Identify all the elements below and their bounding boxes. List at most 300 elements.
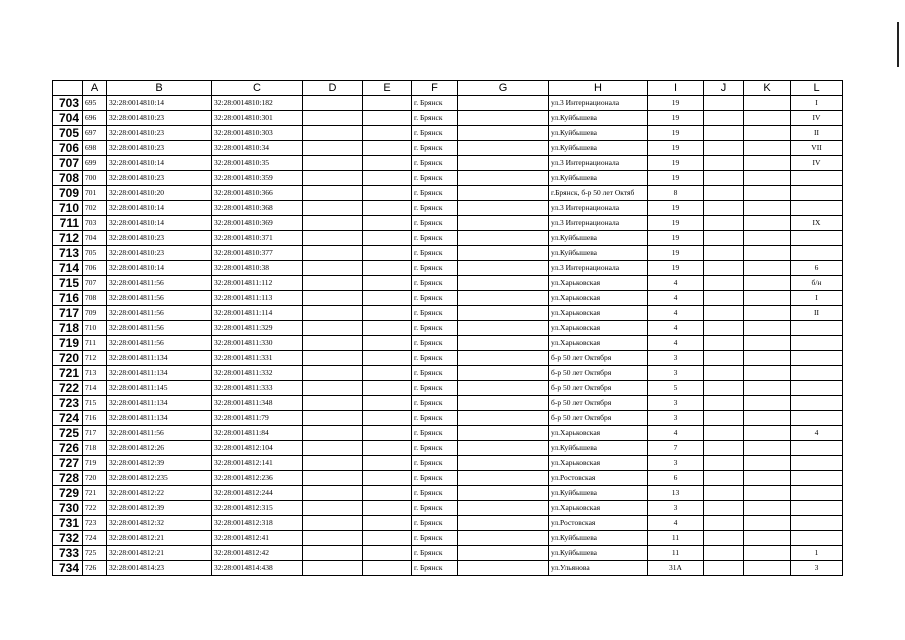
cell-c[interactable]: 32:28:0014810:35 (212, 156, 303, 171)
cell-i[interactable]: 5 (648, 381, 704, 396)
cell-h[interactable]: б-р 50 лет Октября (549, 366, 648, 381)
row-number[interactable]: 713 (53, 246, 83, 261)
cell-c[interactable]: 32:28:0014810:34 (212, 141, 303, 156)
cell-d[interactable] (303, 351, 363, 366)
cell-e[interactable] (363, 186, 412, 201)
row-number[interactable]: 711 (53, 216, 83, 231)
cell-d[interactable] (303, 486, 363, 501)
cell-i[interactable]: 4 (648, 306, 704, 321)
cell-k[interactable] (744, 171, 791, 186)
cell-i[interactable]: 4 (648, 426, 704, 441)
cell-j[interactable] (704, 516, 744, 531)
cell-k[interactable] (744, 246, 791, 261)
cell-i[interactable]: 6 (648, 471, 704, 486)
row-number[interactable]: 717 (53, 306, 83, 321)
cell-h[interactable]: б-р 50 лет Октября (549, 411, 648, 426)
cell-k[interactable] (744, 396, 791, 411)
cell-l[interactable] (791, 441, 843, 456)
cell-d[interactable] (303, 336, 363, 351)
cell-i[interactable]: 19 (648, 96, 704, 111)
cell-a[interactable]: 696 (83, 111, 107, 126)
cell-d[interactable] (303, 561, 363, 576)
cell-f[interactable]: г. Брянск (412, 396, 458, 411)
cell-d[interactable] (303, 516, 363, 531)
cell-i[interactable]: 3 (648, 411, 704, 426)
cell-l[interactable] (791, 486, 843, 501)
cell-l[interactable] (791, 336, 843, 351)
cell-a[interactable]: 701 (83, 186, 107, 201)
cell-h[interactable]: ул.3 Интернационала (549, 96, 648, 111)
cell-f[interactable]: г. Брянск (412, 171, 458, 186)
cell-b[interactable]: 32:28:0014812:39 (107, 456, 212, 471)
cell-e[interactable] (363, 546, 412, 561)
cell-i[interactable]: 7 (648, 441, 704, 456)
cell-k[interactable] (744, 111, 791, 126)
cell-f[interactable]: г. Брянск (412, 471, 458, 486)
cell-g[interactable] (458, 381, 549, 396)
cell-b[interactable]: 32:28:0014812:21 (107, 531, 212, 546)
cell-h[interactable]: ул.Куйбышева (549, 171, 648, 186)
cell-e[interactable] (363, 201, 412, 216)
column-header-i[interactable]: I (648, 81, 704, 96)
cell-g[interactable] (458, 531, 549, 546)
cell-h[interactable]: ул.Харьковская (549, 426, 648, 441)
cell-g[interactable] (458, 426, 549, 441)
cell-c[interactable]: 32:28:0014811:329 (212, 321, 303, 336)
cell-j[interactable] (704, 486, 744, 501)
row-number[interactable]: 722 (53, 381, 83, 396)
cell-a[interactable]: 702 (83, 201, 107, 216)
cell-j[interactable] (704, 471, 744, 486)
cell-c[interactable]: 32:28:0014812:42 (212, 546, 303, 561)
column-header-g[interactable]: G (458, 81, 549, 96)
cell-g[interactable] (458, 441, 549, 456)
cell-k[interactable] (744, 441, 791, 456)
cell-c[interactable]: 32:28:0014811:333 (212, 381, 303, 396)
cell-d[interactable] (303, 186, 363, 201)
cell-a[interactable]: 721 (83, 486, 107, 501)
cell-e[interactable] (363, 126, 412, 141)
cell-l[interactable] (791, 396, 843, 411)
cell-h[interactable]: ул.Куйбышева (549, 111, 648, 126)
cell-i[interactable]: 11 (648, 546, 704, 561)
cell-a[interactable]: 711 (83, 336, 107, 351)
cell-j[interactable] (704, 111, 744, 126)
cell-i[interactable]: 4 (648, 516, 704, 531)
cell-b[interactable]: 32:28:0014810:23 (107, 246, 212, 261)
row-number[interactable]: 710 (53, 201, 83, 216)
cell-b[interactable]: 32:28:0014812:235 (107, 471, 212, 486)
cell-k[interactable] (744, 231, 791, 246)
cell-l[interactable] (791, 381, 843, 396)
row-number[interactable]: 731 (53, 516, 83, 531)
cell-j[interactable] (704, 381, 744, 396)
cell-h[interactable]: ул.3 Интернационала (549, 216, 648, 231)
cell-i[interactable]: 3 (648, 396, 704, 411)
cell-j[interactable] (704, 246, 744, 261)
cell-g[interactable] (458, 366, 549, 381)
cell-c[interactable]: 32:28:0014812:236 (212, 471, 303, 486)
cell-j[interactable] (704, 186, 744, 201)
cell-l[interactable]: б/н (791, 276, 843, 291)
cell-i[interactable]: 19 (648, 261, 704, 276)
cell-h[interactable]: ул.Ростовская (549, 516, 648, 531)
cell-h[interactable]: ул.Куйбышева (549, 126, 648, 141)
cell-a[interactable]: 703 (83, 216, 107, 231)
cell-e[interactable] (363, 111, 412, 126)
column-header-a[interactable]: A (83, 81, 107, 96)
cell-k[interactable] (744, 216, 791, 231)
cell-g[interactable] (458, 336, 549, 351)
cell-e[interactable] (363, 231, 412, 246)
cell-l[interactable] (791, 456, 843, 471)
corner-header[interactable] (53, 81, 83, 96)
cell-g[interactable] (458, 306, 549, 321)
row-number[interactable]: 703 (53, 96, 83, 111)
cell-d[interactable] (303, 126, 363, 141)
cell-i[interactable]: 19 (648, 246, 704, 261)
cell-g[interactable] (458, 321, 549, 336)
cell-i[interactable]: 19 (648, 126, 704, 141)
cell-a[interactable]: 725 (83, 546, 107, 561)
cell-b[interactable]: 32:28:0014810:14 (107, 201, 212, 216)
cell-g[interactable] (458, 201, 549, 216)
cell-h[interactable]: ул.Харьковская (549, 501, 648, 516)
cell-c[interactable]: 32:28:0014810:303 (212, 126, 303, 141)
cell-i[interactable]: 3 (648, 366, 704, 381)
cell-b[interactable]: 32:28:0014811:56 (107, 276, 212, 291)
cell-i[interactable]: 19 (648, 141, 704, 156)
cell-b[interactable]: 32:28:0014811:134 (107, 411, 212, 426)
cell-c[interactable]: 32:28:0014811:114 (212, 306, 303, 321)
cell-f[interactable]: г. Брянск (412, 321, 458, 336)
cell-i[interactable]: 19 (648, 201, 704, 216)
cell-b[interactable]: 32:28:0014812:21 (107, 546, 212, 561)
cell-e[interactable] (363, 171, 412, 186)
cell-a[interactable]: 713 (83, 366, 107, 381)
cell-k[interactable] (744, 426, 791, 441)
cell-a[interactable]: 719 (83, 456, 107, 471)
cell-l[interactable] (791, 171, 843, 186)
cell-j[interactable] (704, 141, 744, 156)
cell-a[interactable]: 724 (83, 531, 107, 546)
cell-f[interactable]: г. Брянск (412, 426, 458, 441)
cell-f[interactable]: г. Брянск (412, 126, 458, 141)
cell-a[interactable]: 704 (83, 231, 107, 246)
cell-f[interactable]: г. Брянск (412, 336, 458, 351)
cell-c[interactable]: 32:28:0014810:301 (212, 111, 303, 126)
cell-c[interactable]: 32:28:0014811:112 (212, 276, 303, 291)
cell-l[interactable] (791, 366, 843, 381)
cell-i[interactable]: 4 (648, 336, 704, 351)
cell-d[interactable] (303, 201, 363, 216)
row-number[interactable]: 728 (53, 471, 83, 486)
cell-j[interactable] (704, 231, 744, 246)
cell-c[interactable]: 32:28:0014811:113 (212, 291, 303, 306)
cell-a[interactable]: 708 (83, 291, 107, 306)
cell-a[interactable]: 718 (83, 441, 107, 456)
cell-j[interactable] (704, 216, 744, 231)
cell-j[interactable] (704, 531, 744, 546)
cell-c[interactable]: 32:28:0014811:331 (212, 351, 303, 366)
cell-a[interactable]: 716 (83, 411, 107, 426)
cell-d[interactable] (303, 531, 363, 546)
cell-k[interactable] (744, 546, 791, 561)
cell-e[interactable] (363, 561, 412, 576)
cell-f[interactable]: г. Брянск (412, 201, 458, 216)
cell-l[interactable] (791, 201, 843, 216)
cell-l[interactable] (791, 501, 843, 516)
cell-l[interactable] (791, 516, 843, 531)
cell-g[interactable] (458, 156, 549, 171)
cell-k[interactable] (744, 501, 791, 516)
row-number[interactable]: 718 (53, 321, 83, 336)
cell-h[interactable]: ул.Харьковская (549, 291, 648, 306)
cell-j[interactable] (704, 561, 744, 576)
cell-c[interactable]: 32:28:0014812:104 (212, 441, 303, 456)
row-number[interactable]: 704 (53, 111, 83, 126)
cell-c[interactable]: 32:28:0014810:38 (212, 261, 303, 276)
cell-f[interactable]: г. Брянск (412, 231, 458, 246)
cell-b[interactable]: 32:28:0014811:145 (107, 381, 212, 396)
cell-b[interactable]: 32:28:0014810:14 (107, 261, 212, 276)
row-number[interactable]: 714 (53, 261, 83, 276)
cell-g[interactable] (458, 516, 549, 531)
cell-k[interactable] (744, 96, 791, 111)
cell-k[interactable] (744, 351, 791, 366)
cell-j[interactable] (704, 291, 744, 306)
cell-i[interactable]: 4 (648, 321, 704, 336)
cell-a[interactable]: 723 (83, 516, 107, 531)
column-header-e[interactable]: E (363, 81, 412, 96)
column-header-k[interactable]: K (744, 81, 791, 96)
cell-c[interactable]: 32:28:0014810:371 (212, 231, 303, 246)
cell-a[interactable]: 698 (83, 141, 107, 156)
cell-f[interactable]: г. Брянск (412, 216, 458, 231)
cell-e[interactable] (363, 246, 412, 261)
cell-l[interactable]: IV (791, 156, 843, 171)
row-number[interactable]: 726 (53, 441, 83, 456)
cell-j[interactable] (704, 306, 744, 321)
row-number[interactable]: 724 (53, 411, 83, 426)
cell-i[interactable]: 8 (648, 186, 704, 201)
cell-c[interactable]: 32:28:0014812:244 (212, 486, 303, 501)
cell-b[interactable]: 32:28:0014811:56 (107, 426, 212, 441)
cell-b[interactable]: 32:28:0014812:26 (107, 441, 212, 456)
cell-g[interactable] (458, 186, 549, 201)
cell-e[interactable] (363, 456, 412, 471)
cell-i[interactable]: 13 (648, 486, 704, 501)
cell-f[interactable]: г. Брянск (412, 381, 458, 396)
cell-k[interactable] (744, 561, 791, 576)
cell-b[interactable]: 32:28:0014811:56 (107, 336, 212, 351)
cell-l[interactable]: I (791, 291, 843, 306)
cell-c[interactable]: 32:28:0014812:318 (212, 516, 303, 531)
cell-j[interactable] (704, 411, 744, 426)
cell-g[interactable] (458, 456, 549, 471)
cell-d[interactable] (303, 321, 363, 336)
cell-a[interactable]: 715 (83, 396, 107, 411)
cell-j[interactable] (704, 201, 744, 216)
cell-l[interactable] (791, 531, 843, 546)
cell-e[interactable] (363, 441, 412, 456)
cell-k[interactable] (744, 126, 791, 141)
cell-c[interactable]: 32:28:0014812:141 (212, 456, 303, 471)
cell-a[interactable]: 700 (83, 171, 107, 186)
cell-d[interactable] (303, 231, 363, 246)
cell-h[interactable]: ул.Куйбышева (549, 531, 648, 546)
column-header-c[interactable]: C (212, 81, 303, 96)
cell-c[interactable]: 32:28:0014811:332 (212, 366, 303, 381)
cell-b[interactable]: 32:28:0014811:134 (107, 351, 212, 366)
cell-i[interactable]: 4 (648, 276, 704, 291)
cell-k[interactable] (744, 261, 791, 276)
cell-j[interactable] (704, 276, 744, 291)
cell-b[interactable]: 32:28:0014812:22 (107, 486, 212, 501)
cell-b[interactable]: 32:28:0014810:23 (107, 231, 212, 246)
cell-g[interactable] (458, 546, 549, 561)
cell-j[interactable] (704, 501, 744, 516)
cell-b[interactable]: 32:28:0014810:14 (107, 96, 212, 111)
cell-e[interactable] (363, 531, 412, 546)
cell-k[interactable] (744, 471, 791, 486)
cell-f[interactable]: г. Брянск (412, 291, 458, 306)
cell-k[interactable] (744, 276, 791, 291)
cell-g[interactable] (458, 351, 549, 366)
cell-g[interactable] (458, 111, 549, 126)
cell-d[interactable] (303, 396, 363, 411)
cell-j[interactable] (704, 396, 744, 411)
cell-i[interactable]: 19 (648, 111, 704, 126)
cell-k[interactable] (744, 381, 791, 396)
cell-c[interactable]: 32:28:0014811:79 (212, 411, 303, 426)
cell-k[interactable] (744, 306, 791, 321)
cell-h[interactable]: г.Брянск, б-р 50 лет Октяб (549, 186, 648, 201)
row-number[interactable]: 719 (53, 336, 83, 351)
cell-l[interactable] (791, 186, 843, 201)
cell-e[interactable] (363, 216, 412, 231)
cell-h[interactable]: б-р 50 лет Октября (549, 396, 648, 411)
cell-h[interactable]: ул.Харьковская (549, 336, 648, 351)
cell-i[interactable]: 4 (648, 291, 704, 306)
row-number[interactable]: 712 (53, 231, 83, 246)
cell-e[interactable] (363, 336, 412, 351)
cell-e[interactable] (363, 381, 412, 396)
cell-g[interactable] (458, 96, 549, 111)
cell-f[interactable]: г. Брянск (412, 546, 458, 561)
cell-a[interactable]: 726 (83, 561, 107, 576)
column-header-l[interactable]: L (791, 81, 843, 96)
cell-e[interactable] (363, 261, 412, 276)
cell-g[interactable] (458, 141, 549, 156)
cell-k[interactable] (744, 411, 791, 426)
cell-g[interactable] (458, 276, 549, 291)
cell-l[interactable]: 3 (791, 561, 843, 576)
cell-j[interactable] (704, 426, 744, 441)
cell-h[interactable]: ул.Харьковская (549, 276, 648, 291)
cell-c[interactable]: 32:28:0014812:41 (212, 531, 303, 546)
cell-l[interactable]: 1 (791, 546, 843, 561)
cell-d[interactable] (303, 501, 363, 516)
row-number[interactable]: 709 (53, 186, 83, 201)
cell-k[interactable] (744, 336, 791, 351)
cell-a[interactable]: 705 (83, 246, 107, 261)
cell-h[interactable]: ул.Куйбышева (549, 546, 648, 561)
cell-c[interactable]: 32:28:0014814:438 (212, 561, 303, 576)
cell-k[interactable] (744, 186, 791, 201)
row-number[interactable]: 716 (53, 291, 83, 306)
cell-b[interactable]: 32:28:0014814:23 (107, 561, 212, 576)
column-header-h[interactable]: H (549, 81, 648, 96)
cell-g[interactable] (458, 501, 549, 516)
cell-h[interactable]: ул.Куйбышева (549, 246, 648, 261)
cell-b[interactable]: 32:28:0014812:32 (107, 516, 212, 531)
cell-l[interactable]: VII (791, 141, 843, 156)
cell-d[interactable] (303, 411, 363, 426)
cell-i[interactable]: 19 (648, 156, 704, 171)
cell-l[interactable] (791, 231, 843, 246)
cell-l[interactable] (791, 351, 843, 366)
cell-e[interactable] (363, 501, 412, 516)
cell-b[interactable]: 32:28:0014810:20 (107, 186, 212, 201)
row-number[interactable]: 705 (53, 126, 83, 141)
cell-e[interactable] (363, 291, 412, 306)
row-number[interactable]: 708 (53, 171, 83, 186)
cell-g[interactable] (458, 486, 549, 501)
column-header-b[interactable]: B (107, 81, 212, 96)
cell-a[interactable]: 707 (83, 276, 107, 291)
cell-g[interactable] (458, 291, 549, 306)
cell-e[interactable] (363, 156, 412, 171)
cell-e[interactable] (363, 426, 412, 441)
cell-j[interactable] (704, 366, 744, 381)
cell-h[interactable]: ул.Куйбышева (549, 486, 648, 501)
cell-h[interactable]: ул.Куйбышева (549, 231, 648, 246)
cell-h[interactable]: ул.Ульянова (549, 561, 648, 576)
cell-h[interactable]: ул.Харьковская (549, 321, 648, 336)
cell-f[interactable]: г. Брянск (412, 111, 458, 126)
cell-d[interactable] (303, 276, 363, 291)
cell-e[interactable] (363, 321, 412, 336)
cell-k[interactable] (744, 366, 791, 381)
cell-f[interactable]: г. Брянск (412, 456, 458, 471)
cell-f[interactable]: г. Брянск (412, 561, 458, 576)
cell-l[interactable]: II (791, 126, 843, 141)
cell-a[interactable]: 699 (83, 156, 107, 171)
cell-b[interactable]: 32:28:0014811:134 (107, 396, 212, 411)
cell-d[interactable] (303, 426, 363, 441)
cell-h[interactable]: ул.Харьковская (549, 306, 648, 321)
cell-k[interactable] (744, 291, 791, 306)
cell-i[interactable]: 3 (648, 351, 704, 366)
column-header-f[interactable]: F (412, 81, 458, 96)
cell-f[interactable]: г. Брянск (412, 411, 458, 426)
cell-j[interactable] (704, 261, 744, 276)
cell-h[interactable]: ул.3 Интернационала (549, 201, 648, 216)
cell-b[interactable]: 32:28:0014811:56 (107, 306, 212, 321)
row-number[interactable]: 730 (53, 501, 83, 516)
cell-d[interactable] (303, 141, 363, 156)
cell-j[interactable] (704, 156, 744, 171)
cell-k[interactable] (744, 486, 791, 501)
cell-a[interactable]: 695 (83, 96, 107, 111)
cell-g[interactable] (458, 216, 549, 231)
cell-f[interactable]: г. Брянск (412, 276, 458, 291)
cell-d[interactable] (303, 261, 363, 276)
cell-d[interactable] (303, 306, 363, 321)
cell-c[interactable]: 32:28:0014812:315 (212, 501, 303, 516)
cell-c[interactable]: 32:28:0014810:377 (212, 246, 303, 261)
